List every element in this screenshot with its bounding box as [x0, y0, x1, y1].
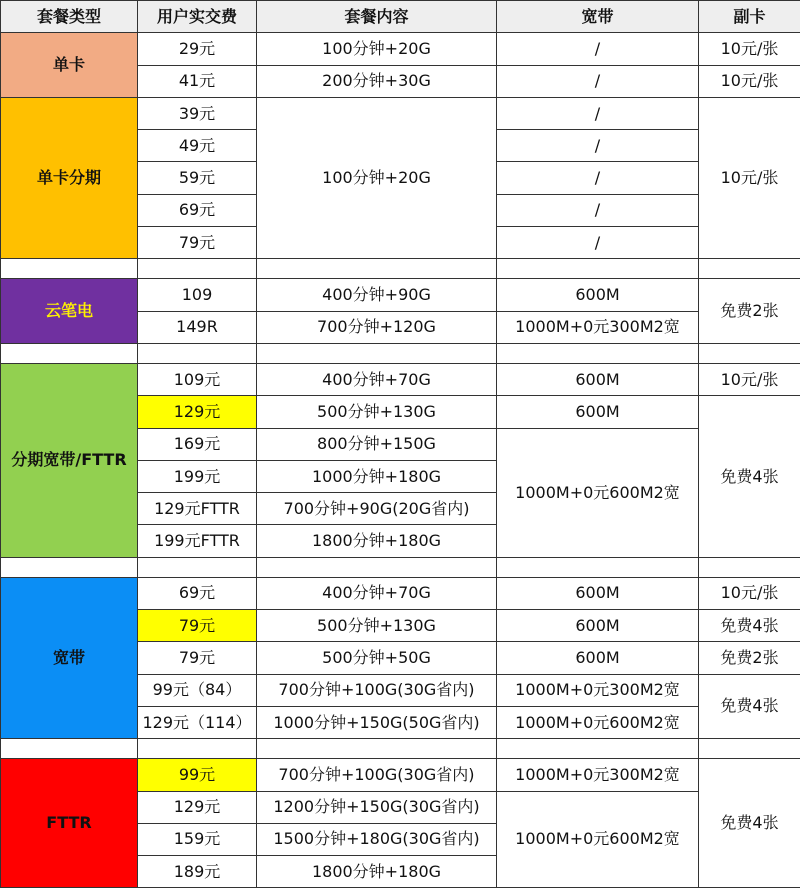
price-cell: 79元: [138, 642, 257, 674]
price-cell: 199元: [138, 460, 257, 492]
sub-card-cell: 免费4张: [699, 674, 800, 739]
price-cell: 169元: [138, 428, 257, 460]
sub-card-cell: 免费4张: [699, 759, 800, 888]
price-cell: 159元: [138, 823, 257, 855]
sub-card-cell: 免费4张: [699, 610, 800, 642]
content-cell: 100分钟+20G: [257, 97, 497, 258]
price-cell: 189元: [138, 856, 257, 888]
category-dankao: 单卡: [1, 33, 138, 98]
spacer-row: [1, 343, 800, 363]
table-row: [1, 577, 800, 609]
content-cell: 400分钟+70G: [257, 577, 497, 609]
header-row: [1, 1, 800, 33]
price-cell-highlighted: 129元: [138, 396, 257, 428]
price-cell: 129元（114）: [138, 706, 257, 738]
broadband-cell: /: [497, 227, 699, 259]
broadband-cell: 1000M+0元300M2宽: [497, 311, 699, 343]
price-cell: 39元: [138, 97, 257, 129]
price-cell: 199元FTTR: [138, 525, 257, 557]
content-cell: 500分钟+50G: [257, 642, 497, 674]
content-cell: 800分钟+150G: [257, 428, 497, 460]
price-cell-highlighted: 79元: [138, 610, 257, 642]
price-cell: 129元FTTR: [138, 493, 257, 525]
broadband-cell: /: [497, 33, 699, 65]
price-cell: 149R: [138, 311, 257, 343]
content-cell: 500分钟+130G: [257, 396, 497, 428]
broadband-cell: /: [497, 97, 699, 129]
content-cell: 1000分钟+180G: [257, 460, 497, 492]
price-cell: 109: [138, 279, 257, 311]
header-price: 用户实交费: [138, 1, 257, 33]
broadband-cell: /: [497, 65, 699, 97]
broadband-cell: 600M: [497, 642, 699, 674]
broadband-cell: 600M: [497, 577, 699, 609]
broadband-cell: /: [497, 130, 699, 162]
price-cell: 109元: [138, 363, 257, 395]
broadband-cell: /: [497, 194, 699, 226]
table-row: [1, 363, 800, 395]
category-kd-fttr: 分期宽带/FTTR: [1, 363, 138, 557]
broadband-cell: 1000M+0元600M2宽: [497, 706, 699, 738]
content-cell: 500分钟+130G: [257, 610, 497, 642]
sub-card-cell: 10元/张: [699, 97, 800, 258]
price-cell: 69元: [138, 577, 257, 609]
price-cell: 79元: [138, 227, 257, 259]
broadband-cell: 1000M+0元300M2宽: [497, 759, 699, 791]
price-cell: 69元: [138, 194, 257, 226]
price-cell: 29元: [138, 33, 257, 65]
content-cell: 1200分钟+150G(30G省内): [257, 791, 497, 823]
header-broadband: 宽带: [497, 1, 699, 33]
content-cell: 1000分钟+150G(50G省内): [257, 706, 497, 738]
price-cell: 49元: [138, 130, 257, 162]
sub-card-cell: 10元/张: [699, 363, 800, 395]
broadband-cell: 1000M+0元600M2宽: [497, 428, 699, 557]
broadband-cell: 1000M+0元300M2宽: [497, 674, 699, 706]
content-cell: 400分钟+90G: [257, 279, 497, 311]
spacer-row: [1, 259, 800, 279]
sub-card-cell: 免费2张: [699, 279, 800, 344]
content-cell: 700分钟+90G(20G省内): [257, 493, 497, 525]
content-cell: 100分钟+20G: [257, 33, 497, 65]
sub-card-cell: 10元/张: [699, 577, 800, 609]
category-fttr: FTTR: [1, 759, 138, 888]
category-kd: 宽带: [1, 577, 138, 738]
broadband-cell: /: [497, 162, 699, 194]
table-row: [1, 279, 800, 311]
table-row: [1, 759, 800, 791]
content-cell: 1800分钟+180G: [257, 856, 497, 888]
price-cell: 41元: [138, 65, 257, 97]
broadband-cell: 600M: [497, 363, 699, 395]
price-cell: 59元: [138, 162, 257, 194]
sub-card-cell: 10元/张: [699, 33, 800, 65]
broadband-cell: 1000M+0元600M2宽: [497, 791, 699, 888]
sub-card-cell: 免费2张: [699, 642, 800, 674]
header-type: 套餐类型: [1, 1, 138, 33]
content-cell: 700分钟+120G: [257, 311, 497, 343]
content-cell: 700分钟+100G(30G省内): [257, 759, 497, 791]
sub-card-cell: 免费4张: [699, 396, 800, 557]
broadband-cell: 600M: [497, 279, 699, 311]
category-fenqi: 单卡分期: [1, 97, 138, 258]
table-row: [1, 97, 800, 129]
content-cell: 400分钟+70G: [257, 363, 497, 395]
header-sub-card: 副卡: [699, 1, 800, 33]
content-cell: 1800分钟+180G: [257, 525, 497, 557]
sub-card-cell: 10元/张: [699, 65, 800, 97]
table-row: [1, 33, 800, 65]
header-content: 套餐内容: [257, 1, 497, 33]
price-cell: 99元（84）: [138, 674, 257, 706]
content-cell: 700分钟+100G(30G省内): [257, 674, 497, 706]
broadband-cell: 600M: [497, 610, 699, 642]
content-cell: 1500分钟+180G(30G省内): [257, 823, 497, 855]
broadband-cell: 600M: [497, 396, 699, 428]
spacer-row: [1, 557, 800, 577]
spacer-row: [1, 739, 800, 759]
content-cell: 200分钟+30G: [257, 65, 497, 97]
category-yun: 云笔电: [1, 279, 138, 344]
price-cell: 129元: [138, 791, 257, 823]
price-cell-highlighted: 99元: [138, 759, 257, 791]
